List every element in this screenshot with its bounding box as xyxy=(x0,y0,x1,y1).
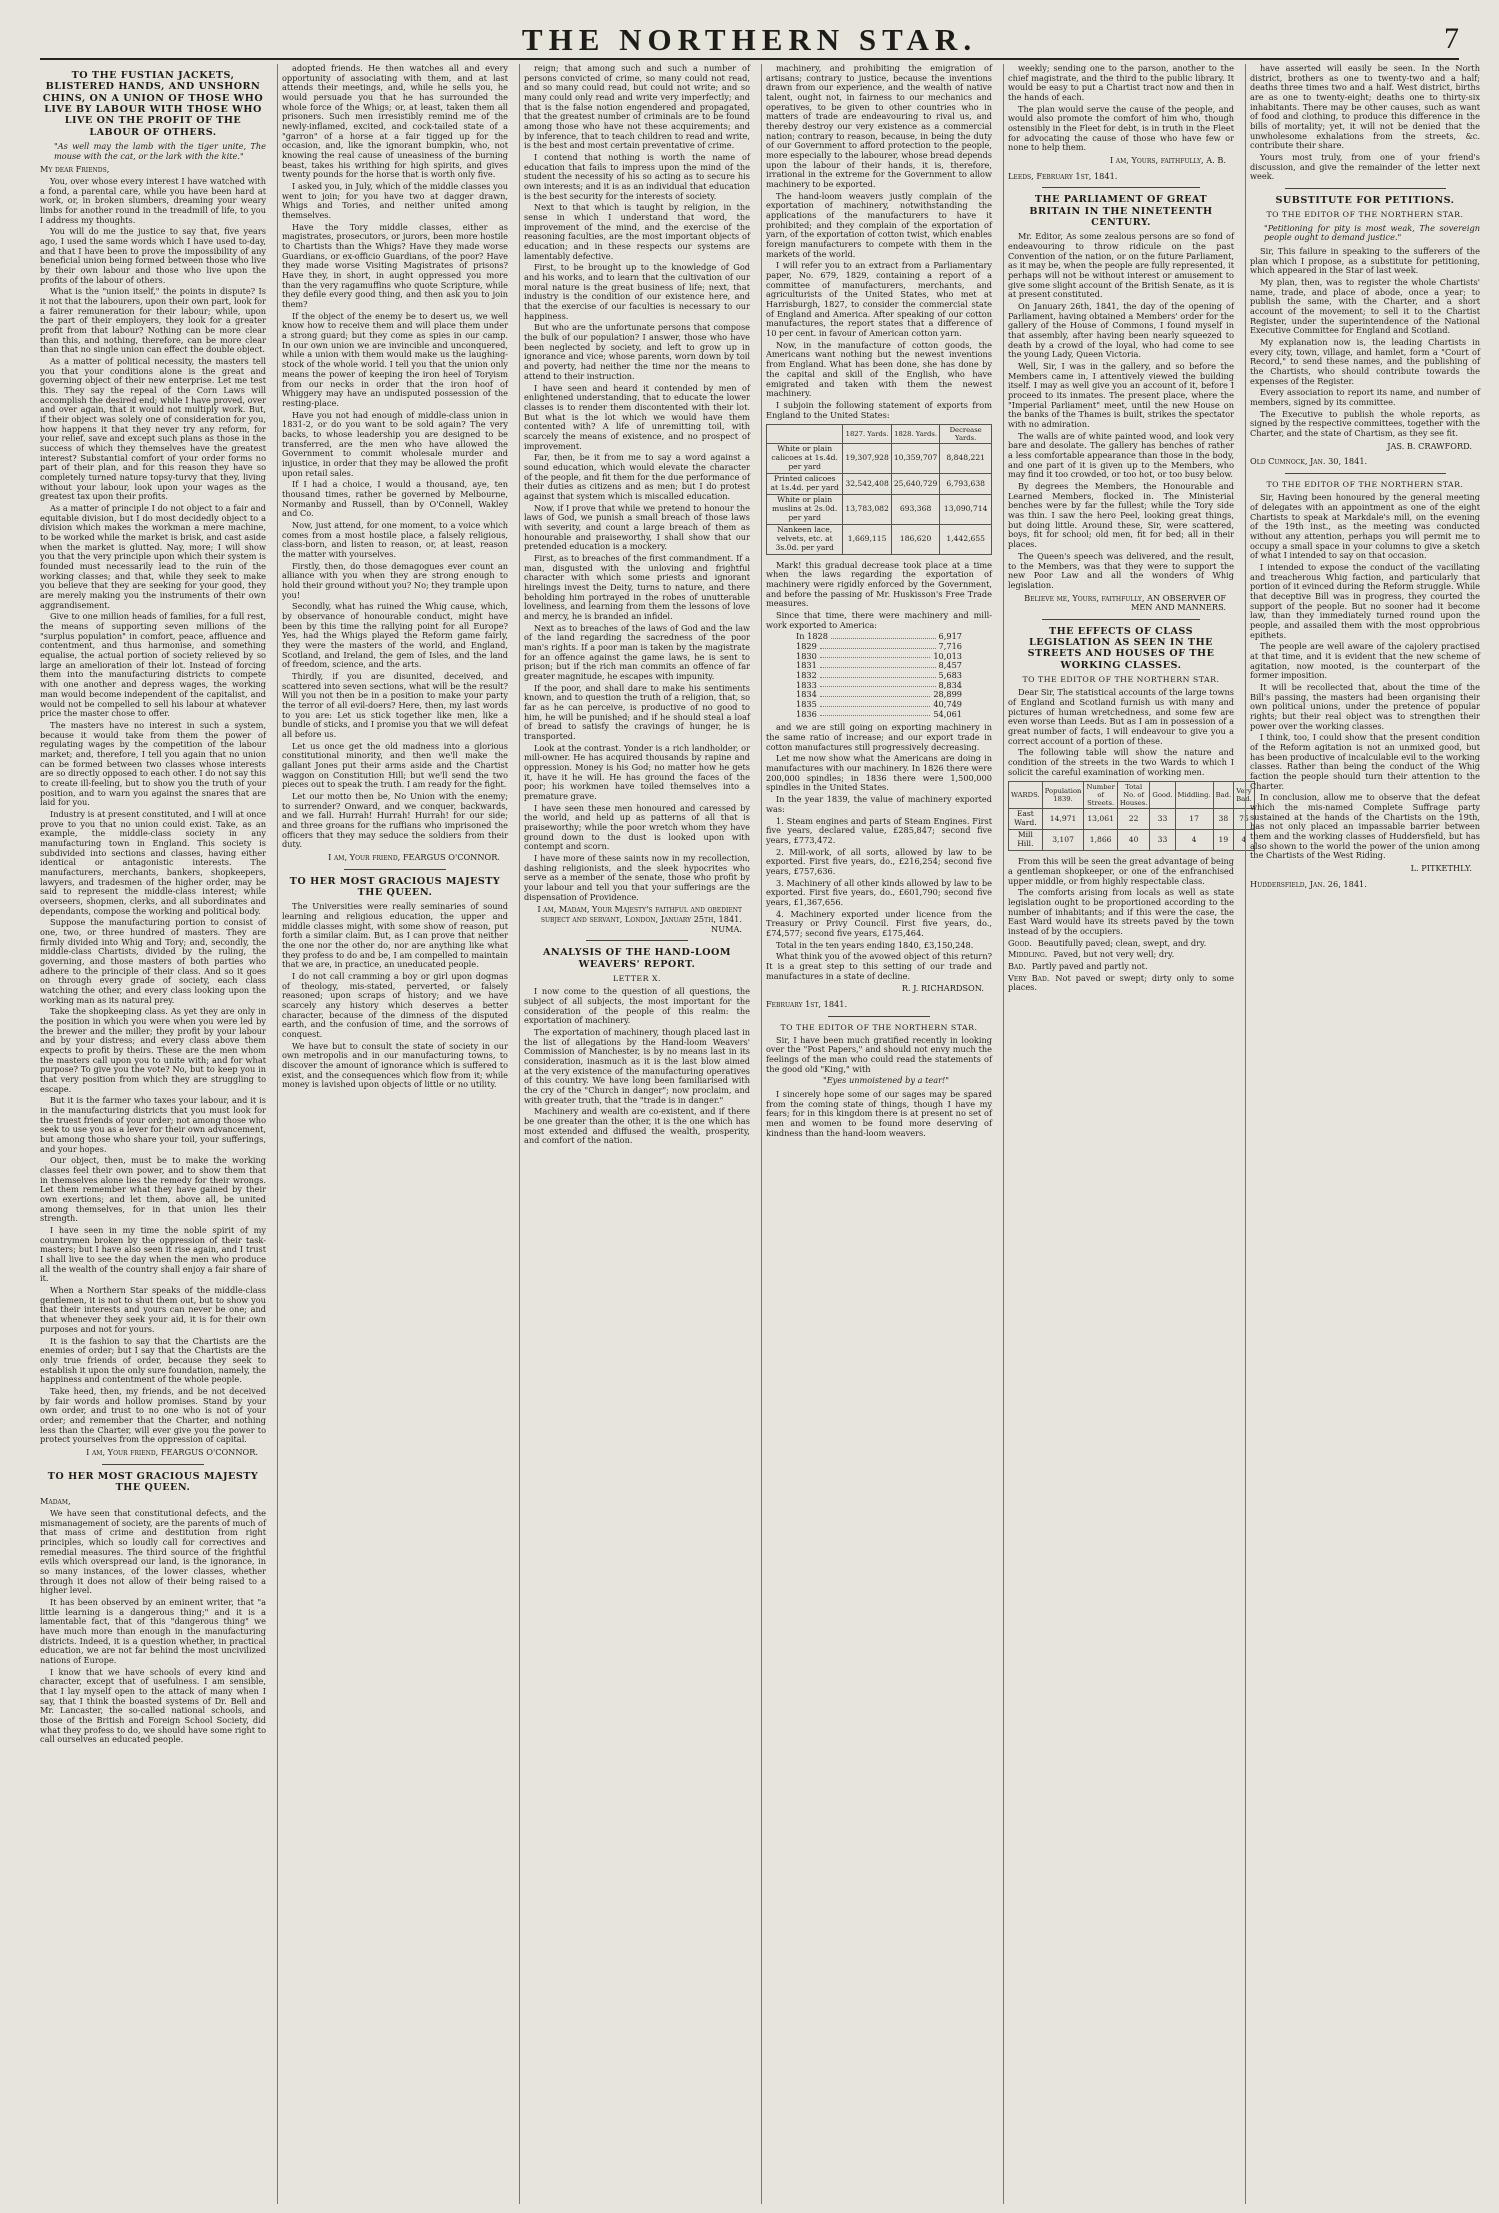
table-cell: 75 xyxy=(1234,809,1255,830)
list-item xyxy=(796,671,962,681)
term-label: Very Bad. xyxy=(1008,972,1050,983)
paragraph: My plan, then, was to register the whole Chartists' name, trade, and place of abode, once a year; to publish the same, with the Charter, and a short account of the movement; to sell it to the Chartist Register, under the superintendence of the National Executive Committee for England and Scotland. xyxy=(1250,276,1480,336)
paragraph: You, over whose every interest I have watched with a fond, a parental care, while you have been hard at work, or, in broken slumbers, dreaming your weary limbs for another round in the treadmill of life, to you I address my thoughts. xyxy=(40,175,266,225)
table-header-cell: Middling. xyxy=(1175,782,1213,809)
list-item xyxy=(796,710,962,720)
table-cell: 4 xyxy=(1175,830,1213,851)
paragraph: We have but to consult the state of society in our own metropolis and in our manufacturing towns, to discover the amount of ignorance which is suffered to exist, and the consequences which flow from it; while money is lavished upon objects of little or no utility. xyxy=(282,1040,508,1090)
paragraph: Now, just attend, for one moment, to a voice which comes from a most hostile place, a falsely religious, class-born, and listen to reason, or, at least, reason the matter with yourselves. xyxy=(282,519,508,559)
article-heading: TO THE FUSTIAN JACKETS, BLISTERED HANDS, AND UNSHORN CHINS, ON A UNION OF THOSE WHO LIVE BY LABOUR WITH THOSE WHO LIVE ON THE PROFIT OF THE LABOUR OF OTHERS. xyxy=(42,70,264,138)
paragraph: Thirdly, if you are disunited, deceived, and scattered into seven sections, what will be the result? Will you not then be in a position to make your party the terror of all evil-doers? Here, then, my last words to you are: Let us stick together like men, like a bundle of sticks, and I promise you that we will defeat all before us. xyxy=(282,670,508,740)
paragraph: Yours most truly, from one of your friend's discussion, and give the remainder of the letter next week. xyxy=(1250,152,1480,182)
dot-leader xyxy=(820,690,931,697)
paragraph: If the poor, and shall dare to make his sentiments known, and to question the truth of a religion, that, so far as he can perceive, is productive of no good to him, he will be punished; and if he should steal a loaf of bread to satisfy the cravings of hunger, he is transported. xyxy=(524,682,750,742)
year-value: 6,917 xyxy=(938,631,962,642)
paragraph: The hand-loom weavers justly complain of the exportation of machinery, notwithstanding the applications of the manufacturers to have it prohibited; and they complain of the exportation of yarn, of the exportation of cotton twist, which enables foreign manufacturers to compete with them in the markets of the world. xyxy=(766,190,992,259)
paragraph: It has been observed by an eminent writer, that "a little learning is a dangerous thing;" and it is a lamentable fact, that of this "dangerous thing" we have much more than enough in the manufacturing districts. Indeed, it is a question whether, in practical education, we are not far behind the most uncivilized nations of Europe. xyxy=(40,1596,266,1665)
yearly-exports-list xyxy=(796,632,962,719)
paragraph: I subjoin the following statement of exports from England to the United States: xyxy=(766,399,992,420)
paragraph: and we are still going on exporting machinery in the same ratio of increase; and our export trade in cotton manufactures still progressively decreasing. xyxy=(766,722,992,752)
paragraph: Take heed, then, my friends, and be not deceived by fair words and hollow promises. Stand by your own order, and trust to no one who is not of your order; and remember that the Charter, and nothing less than the Charter, will ever give you the power to protect yourselves from the oppression of capital. xyxy=(40,1385,266,1445)
paragraph: What is the "union itself," the points in dispute? Is it not that the labourers, upon their own part, look for a fairer remuneration for their labour; while, upon the part of their employers, they look for a greater profit from that labour? Nothing can be more clear than this, and nothing, therefore, can be more clear than that no single union can effect the double object. xyxy=(40,286,266,355)
list-item xyxy=(796,632,962,642)
table-cell: 6,793,638 xyxy=(940,474,992,495)
table-cell: Nankeen lace, velvets, etc. at 3s.0d. per yard xyxy=(767,524,843,554)
paragraph: Machinery and wealth are co-existent, and if there be one greater than the other, it is the one which has most extended and diffused the wealth, prosperity, and comfort of the nation. xyxy=(524,1106,750,1146)
paragraph: I intended to expose the conduct of the vacillating and treacherous Whig faction, and particularly that portion of it evinced during the Reform struggle. While that deceptive Bill was in progress, they courted the support of the people. But no sooner had it become law, than they immediately turned round upon the people, and assailed them with the most opprobrious epithets. xyxy=(1250,561,1480,640)
list-item xyxy=(1008,950,1234,960)
dateline: February 1st, 1841. xyxy=(766,998,848,1009)
list-item xyxy=(796,661,962,671)
term-label: Middling. xyxy=(1008,949,1048,960)
signature: I am, Your friend, FEARGUS O'CONNOR. xyxy=(328,852,500,863)
article-subheading: TO THE EDITOR OF THE NORTHERN STAR. xyxy=(1266,210,1464,220)
article-heading: THE PARLIAMENT OF GREAT BRITAIN IN THE NINETEENTH CENTURY. xyxy=(1029,194,1213,229)
signature: JAS. B. CRAWFORD. xyxy=(1387,440,1472,451)
street-terms-list xyxy=(1008,939,1234,993)
paragraph: Have you not had enough of middle-class union in 1831-2, or do you want to be sold again? The very backs, to whose leadership you are designed to be transferred, are the men who have allowed the Government to commit wholesale murder and injustice, in order that they may be allowed the profit upon retail sales. xyxy=(282,409,508,478)
dot-leader xyxy=(820,661,936,668)
column-4 xyxy=(766,64,992,2204)
year-value: 7,716 xyxy=(938,641,962,652)
table-cell: 3,107 xyxy=(1042,830,1084,851)
signature: R. J. RICHARDSON. xyxy=(901,983,984,994)
table-cell: 13,090,714 xyxy=(940,494,992,524)
year-label: 1834 xyxy=(796,689,817,700)
table-header-cell: Bad. xyxy=(1213,782,1234,809)
table-cell: 186,620 xyxy=(891,524,939,554)
salutation: My dear Friends, xyxy=(40,164,110,175)
year-value: 8,834 xyxy=(938,679,962,690)
paragraph: It will be recollected that, about the time of the Bill's passing, the masters had been organising their own political unions, under the pretence of popular rights; but their real object was to strengthen their power over the working classes. xyxy=(1250,681,1480,731)
list-item: 4. Machinery exported under licence from the Treasury or Privy Council. First five years, do., £74,577; second five years, £175,464. xyxy=(766,908,992,938)
divider xyxy=(1042,619,1200,620)
table-cell: 14,971 xyxy=(1042,809,1084,830)
table-cell: Mill Hill. xyxy=(1009,830,1043,851)
paragraph: The comforts arising from locals as well as state legislation ought to be proportioned according to the number of inhabitants; and if this were the case, the East Ward would have its streets paved by the town instead of by the occupiers. xyxy=(1008,887,1234,936)
year-value: 10,013 xyxy=(933,650,962,661)
epigraph: "As well may the lamb with the tiger unite, The mouse with the cat, or the lark with the kite." xyxy=(54,140,266,161)
table-cell: 33 xyxy=(1150,809,1175,830)
table-header-cell: Very Bad. xyxy=(1234,782,1255,809)
article-subheading: TO THE EDITOR OF THE NORTHERN STAR. xyxy=(1266,480,1464,490)
paragraph: I contend that nothing is worth the name of education that fails to impress upon the mind of the student the necessity of his so acting as to secure his own interests; and it is as an individual that education is the best security for the interests of society. xyxy=(524,152,750,201)
table-header-cell: Population 1839. xyxy=(1042,782,1084,809)
paragraph: Give to one million heads of families, for a full rest, the means of supporting seven millions of the "surplus population" in comfort, peace, affluence and contentment, and thus harmonise, and something equalise, the actual portion of society relieved by so large an amelioration of their lot. Instead of forcing them into the manufacturing districts to compete with one another and depress wages, the working man would become independent of the capitalist, and would not be compelled to sell his labour at whatever price the master chose to offer. xyxy=(40,611,266,719)
term-label: Good. xyxy=(1008,937,1032,948)
article-heading: TO HER MOST GRACIOUS MAJESTY THE QUEEN. xyxy=(289,875,501,899)
paragraph: Sir, Having been honoured by the general meeting of delegates with an appointment as one of the eight Chartists to speak at Markdale's mill, on the evening of the 19th inst., as the meeting was conducted without any attention, perhaps you will permit me to occupy a small space in your columns to give a sketch of what I intended to say on that occasion. xyxy=(1250,492,1480,561)
table-row xyxy=(767,474,992,495)
year-label: 1836 xyxy=(796,708,817,719)
paragraph: The masters have no interest in such a system, because it would take from them the power of regulating wages by the competition of the labour market; and, therefore, I tell you again that no union can be formed between two classes whose interests are so directly opposed to each other. I do not say this to create ill-feeling, but to show you the truth of your position, and to warn you against the snares that are laid for you. xyxy=(40,719,266,808)
paragraph: Secondly, what has ruined the Whig cause, which, by observance of honourable conduct, might have been by this time the rallying point for all Europe? Yes, had the Whigs played the Reform game fairly, they were the masters of the world, and England, Scotland, and Ireland, the gem of Isles, and the land of freedom, science, and the arts. xyxy=(282,601,508,670)
list-item xyxy=(1008,939,1234,949)
table-cell: 32,542,408 xyxy=(843,474,891,495)
term-meaning: Partly paved and partly not. xyxy=(1031,960,1148,971)
paragraph: Take the shopkeeping class. As yet they are only in the position in which you were when you were led by the brewer and the miller; they profit by your labour and by your distress; and every class above them expects to profit by theirs. These are the men whom the masters call upon you to unite with; and for what purpose? To give you the vote? No, but to keep you in that very position from which they are struggling to escape. xyxy=(40,1006,266,1094)
page-number: 7 xyxy=(1444,22,1459,55)
year-label: In 1828 xyxy=(796,631,828,642)
exports-table xyxy=(766,424,992,555)
table-row xyxy=(767,444,992,474)
paragraph: First, as to breaches of the first commandment. If a man, disgusted with the unloving and frightful character with which some priests and ignorant hirelings invest the Deity, turns to nature, and there beholding him portrayed in the robes of unutterable loveliness, and learning from them the lessons of love and mercy, he is branded an infidel. xyxy=(524,552,750,621)
paragraph: Let us once get the old madness into a glorious constitutional minority, and then we'll make the gallant Jones put their arms aside and the Chartist waggon on Constitution Hill; but we'll send the two pieces out to speak the truth. I am ready for the fight. xyxy=(282,740,508,790)
dateline: Leeds, February 1st, 1841. xyxy=(1008,170,1118,181)
paragraph: Industry is at present constituted, and I will at once prove to you that no union could exist. Take, as an example, the middle-class society in any manufacturing town in England. This society is subdivided into sections and classes, having either identical or antagonistic interests. The manufacturers, merchants, bankers, shopkeepers, lawyers, and tradesmen of the higher order, may be said to represent the middle-class interest; while overseers, shopmen, clerks, and all subordinates and dependants, compose the working and political body. xyxy=(40,808,266,916)
paragraph: I have more of these saints now in my recollection, dashing religionists, and the sleek hypocrites who serve as a member of the senate, those who profit by your labour and tell you that your sufferings are the dispensation of Providence. xyxy=(524,853,750,902)
year-label: 1829 xyxy=(796,641,817,652)
article-subheading: TO THE EDITOR OF THE NORTHERN STAR. xyxy=(1022,675,1220,685)
table-cell: 4 xyxy=(1234,830,1255,851)
article-heading: THE EFFECTS OF CLASS LEGISLATION AS SEEN IN THE STREETS AND HOUSES OF THE WORKING CLASSES. xyxy=(1027,625,1215,671)
paragraph: weekly; sending one to the parson, another to the chief magistrate, and the third to the public library. It would be easy to put a Chartist tract now and then in the hands of each. xyxy=(1008,63,1234,103)
table-cell: 19 xyxy=(1213,830,1234,851)
paragraph: In conclusion, allow me to observe that the defeat which the mis-named Complete Suffrage party sustained at the hands of the Chartists on the 19th, has not only placed an impassable barrier between them and the working classes of Huddersfield, but has also shown to the world the power of the union among the Chartists of the West Riding. xyxy=(1250,792,1480,861)
term-meaning: Not paved or swept; dirty only to some places. xyxy=(1008,972,1234,993)
table-cell: 693,368 xyxy=(891,494,939,524)
paragraph: I have seen in my time the noble spirit of my countrymen broken by the oppression of their task-masters; but I have also seen it rise again, and I trust I shall live to see the day when the men who produce all the wealth of the country shall enjoy a fair share of it. xyxy=(40,1225,266,1284)
paragraph: Our object, then, must be to make the working classes feel their own power, and to show them that in themselves alone lies the remedy for their wrongs. Let them remember what they have gained by their own exertions; and let them, above all, be united among themselves, for in that union lies their strength. xyxy=(40,1155,266,1224)
paragraph: As a matter of political necessity, the masters tell you that your conditions alone is the great and governing object of their new enterprise. Let me test this. They say the repeal of the Corn Laws will accomplish the desired end; while I have proved, over and over again, that it would not multiply work. But, if their object was solely one of consideration for you, how happens it that they never try any reform, for your relief, save and except such plans as those in the success of which they themselves have the greatest interest? Substantial comfort of your order forms no part of their plan, and for this reason they have so completely turned nature topsy-turvy that they, living without your labour, look upon your wages as the greatest tax upon their profits. xyxy=(40,355,266,502)
table-row xyxy=(767,494,992,524)
salutation: Madam, xyxy=(40,1496,71,1507)
table-cell: 8,848,221 xyxy=(940,444,992,474)
paragraph: If I had a choice, I would a thousand, aye, ten thousand times, rather be governed by Melbourne, Normanby and Russell, than by O'Connell, Wakley and Co. xyxy=(282,479,508,519)
paragraph: The people are well aware of the cajolery practised at that time, and it is evident that the new scheme of agitation, now mooted, is the counterpart of the former imposition. xyxy=(1250,641,1480,681)
paragraph: Next to that which is taught by religion, in the sense in which I understand that word, the improvement of the mind, and the exercise of the reasoning faculties, are the most important objects of education; and in these respects our systems are lamentably defective. xyxy=(524,202,750,261)
paragraph: The walls are of white painted wood, and look very bare and desolate. The gallery has benches of rather a less comfortable appearance than those in the body, and one part of it is given up to the Members, who may find it too crowded, or too hot, or too busy below. xyxy=(1008,430,1234,480)
year-label: 1835 xyxy=(796,699,817,710)
divider xyxy=(1042,187,1200,188)
column-1 xyxy=(40,64,266,2204)
columns xyxy=(40,64,1485,2204)
paragraph: I think, too, I could show that the present condition of the Reform agitation is not an unmixed good, but has been productive of incalculable evil to the working classes. Rather than being the conduct of the Whig faction the people should turn their attention to the Charter. xyxy=(1250,732,1480,791)
column-5 xyxy=(1008,63,1252,2204)
divider xyxy=(1285,473,1446,474)
paragraph: reign; that among such and such a number of persons convicted of crime, so many could not read, and so many could read, but could not write; and so many could only read and write very imperfectly; and that is the false notion engendered and propagated, that the greatest number of criminals are to be found among those who have not these acquirements; and by inference, that to teach children to read and write, is the best and most certain preventative of crime. xyxy=(524,63,750,151)
paragraph: Sir, I have been much gratified recently in looking over the "Post Papers," and should not envy much the feelings of the man who could read the statements of the good old "King," with xyxy=(766,1034,992,1074)
article-subheading: TO THE EDITOR OF THE NORTHERN STAR. xyxy=(780,1022,978,1032)
paragraph: Let our motto then be, No Union with the enemy; to surrender? Onward, and we conquer, backwards, and we fall. Hurrah! Hurrah! Hurrah! for our side; and three groans for the ruffians who imprisoned the officers that they may seduce the soldiers from their duty. xyxy=(282,791,508,850)
year-label: 1832 xyxy=(796,670,817,681)
term-label: Bad. xyxy=(1008,960,1026,971)
table-cell: 22 xyxy=(1117,809,1150,830)
paragraph: adopted friends. He then watches all and every opportunity of associating with them, and at last attends their meetings, and, while he sells you, he would persuade you that he has surrounded the whole force of the Whigs; or, at least, taken them all prisoners. Such men irresistibly remind me of the newly-inflamed, excited, and cock-tailed state of a "garron" of a horse at a fair tigged up for the occasion, and, like the ignorant bumpkin, who, not knowing the real cause of uneasiness of the burning beast, takes his writhing for high spirits, and gives twenty pounds for the horse that is worth only five. xyxy=(282,63,508,180)
table-body xyxy=(1009,809,1255,851)
dot-leader xyxy=(820,671,936,678)
table-header-cell: WARDS. xyxy=(1009,782,1043,809)
term-meaning: Beautifully paved; clean, swept, and dry. xyxy=(1037,937,1207,948)
table-body xyxy=(767,444,992,554)
dot-leader xyxy=(820,642,936,649)
table-row xyxy=(767,524,992,554)
table-header-row xyxy=(767,425,992,444)
table-cell: White or plain calicoes at 1s.4d. per yard xyxy=(767,444,843,474)
paragraph: Every association to report its name, and number of members, signed by its committee. xyxy=(1250,387,1480,407)
table-cell: 25,640,729 xyxy=(891,474,939,495)
signature: I am, Yours, faithfully, A. B. xyxy=(1109,155,1226,166)
table-cell: 40 xyxy=(1117,830,1150,851)
paragraph: Well, Sir, I was in the gallery, and so before the Members came in, I attentively viewed the building itself. I may as well give you an account of it, before I proceed to its inmates. The present place, where the "Imperial Parliament" meet, until the new House on the banks of the Thames is built, strikes the spectator with no admiration. xyxy=(1008,361,1234,430)
paragraph: I have seen these men honoured and caressed by the world, and held up as patterns of all that is praiseworthy; while the poor wretch whom they have ground down to the dust is looked upon with contempt and scorn. xyxy=(524,802,750,852)
table-cell: 10,359,707 xyxy=(891,444,939,474)
term-meaning: Paved, but not very well; dry. xyxy=(1053,949,1175,960)
signature: Believe me, Yours, faithfully, AN OBSERVER OF MEN AND MANNERS. xyxy=(1024,592,1226,613)
list-item: 3. Machinery of all other kinds allowed by law to be exported. First five years, do., £601,790; second five years, £1,367,656. xyxy=(766,877,992,907)
paragraph: I have seen and heard it contended by men of enlightened understanding, that to educate the lower classes is to render them discontented with their lot. But what is the lot which we would have them contented with? A life of unremitting toil, with scarcely the means of existence, and no prospect of improvement. xyxy=(524,382,750,451)
paragraph: have asserted will easily be seen. In the North district, brothers as one to twenty-two and a half; deaths three times two and a half. West district, births are as one to twenty-eight; deaths one to thirty-six inhabitants. There may be other causes, such as want of food and clothing, to produce this difference in the bills of mortality; yet, it will not be denied that the unwholesome exhalations from the streets, &c. contribute their share. xyxy=(1250,63,1480,151)
paragraph: I asked you, in July, which of the middle classes you went to join; for you have two at dagger drawn, Whigs and Tories, and neither united among themselves. xyxy=(282,181,508,221)
paragraph: It is the fashion to say that the Chartists are the enemies of order; but I say that the Chartists are the only true friends of order, because they seek to establish it upon the only sure foundation, namely, the happiness and contentment of the whole people. xyxy=(40,1335,266,1385)
dot-leader xyxy=(820,700,931,707)
signature: L. PITKETHLY. xyxy=(1410,863,1472,874)
table-cell: 13,783,082 xyxy=(843,494,891,524)
table-header-cell: Good. xyxy=(1150,782,1175,809)
paragraph: Sir, This failure in speaking to the sufferers of the plan which I propose, as a substitute for petitioning, which appeared in the Star of last week. xyxy=(1250,245,1480,276)
paragraph: The Queen's speech was delivered, and the result, to the Members, was that they were to support the new Poor Law and all the wonders of Whig legislation. xyxy=(1008,550,1234,590)
divider xyxy=(828,1016,930,1017)
paragraph: Dear Sir, The statistical accounts of the large towns of England and Scotland furnish us with many and pictures of human wretchedness, and some few are even worse than Leeds. But as I am in possession of a great number of facts, I will endeavour to give you a correct account of a portion of these. xyxy=(1008,687,1234,746)
table-cell: 17 xyxy=(1175,809,1213,830)
year-value: 8,457 xyxy=(938,660,962,671)
dateline: Huddersfield, Jan. 26, 1841. xyxy=(1250,878,1367,889)
table-cell: 1,442,655 xyxy=(940,524,992,554)
list-item: 1. Steam engines and parts of Steam Engines. First five years, declared value, £285,847; second five years, £773,472. xyxy=(766,815,992,845)
divider xyxy=(586,940,688,941)
paragraph: First, to be brought up to the knowledge of God and his works, and to learn that the cultivation of our moral nature is the great business of life; next, that industry is the condition of our existence here, and that the exercise of our faculties is necessary to our happiness. xyxy=(524,262,750,321)
paragraph: My explanation now is, the leading Chartists in every city, town, village, and hamlet, form a "Court of Record," to send these names, and the publishing of the Chartists, who should contribute towards the expenses of the Register. xyxy=(1250,336,1480,386)
dot-leader xyxy=(820,710,931,717)
paragraph: If the object of the enemy be to desert us, we well know how to receive them and will place them under a strong guard; but they come as spies in our camp. In our own union we are invincible and unconquered, while a union with them would make us the laughing-stock of the whole world. I tell you that the union only means the power of keeping the iron heel of Toryism from our necks in order that the iron hoof of Whiggery may have an undisputed possession of the resting-place. xyxy=(282,310,508,408)
divider xyxy=(102,1464,204,1465)
masthead xyxy=(40,20,1459,60)
divider xyxy=(344,869,446,870)
paragraph: But it is the farmer who taxes your labour, and it is in the manufacturing districts that you must look for the truest friends of your order; not among those who seek to use you as a lever for their own advancement, but among those who share your toil, your sufferings, and your hopes. xyxy=(40,1095,266,1154)
paragraph: Next as to breaches of the laws of God and the law of the land regarding the sacredness of the poor man's rights. If a poor man is taken by the magistrate for an offence against the game laws, he is sent to prison; but if the rich man commits an offence of far greater magnitude, he escapes with impunity. xyxy=(524,622,750,681)
year-value: 5,683 xyxy=(938,670,962,681)
list-item xyxy=(1008,962,1234,972)
table-header-cell: Decrease Yards. xyxy=(940,425,992,444)
table-cell: 1,866 xyxy=(1084,830,1117,851)
quotation: "Eyes unmoistened by a tear!" xyxy=(822,1075,950,1086)
paragraph: I do not call cramming a boy or girl upon dogmas of theology, mis-stated, perverted, or falsely reasoned; upon scraps of history; and we have scarcely any history which deserves a better character, because of the dimness of the disputed earth, and the confusion of time, and the sorrows of conquest. xyxy=(282,971,508,1040)
machinery-export-list xyxy=(766,817,992,939)
table-cell: Printed calicoes at 1s.4d. per yard xyxy=(767,474,843,495)
paragraph: The following table will show the nature and condition of the streets in the two Wards to which I solicit the careful examination of working men. xyxy=(1008,747,1234,777)
year-label: 1830 xyxy=(796,650,817,661)
newspaper-title: THE NORTHERN STAR. xyxy=(521,22,978,57)
paragraph: Mr. Editor, As some zealous persons are so fond of endeavouring to throw ridicule on the past Convention of the nation, or on the future Parliament, as it may be, when the people are fully represented, it perhaps will not be without interest or amusement to give some slight account of the British Senate, as it is at present constituted. xyxy=(1008,231,1234,300)
table-header-cell: 1828. Yards. xyxy=(891,425,939,444)
table-row xyxy=(1009,830,1255,851)
paragraph: When a Northern Star speaks of the middle-class gentlemen, it is not to shut them out, but to show you that their interests and yours can never be one; and that whenever they seek your aid, it is for their own purposes and not for yours. xyxy=(40,1285,266,1334)
paragraph: The Universities were really seminaries of sound learning and religious education, the upper and middle classes might, with some show of reason, put forth a similar claim. But, as I can prove that neither the one nor the other do, nor are anything like what they profess to do and be, I am compelled to maintain that we are, in practice, an uneducated people. xyxy=(282,901,508,970)
paragraph: I know that we have schools of every kind and character, except that of usefulness. I am sensible, that I lay myself open to the attack of many when I say, that I think the boasted systems of Dr. Bell and Mr. Lancaster, the so-called national schools, and those of the British and Foreign School Society, did what they profess to do, we should have some right to call ourselves an educated people. xyxy=(40,1666,266,1745)
article-heading: ANALYSIS OF THE HAND-LOOM WEAVERS' REPORT. xyxy=(542,947,732,970)
table-cell: White or plain muslins at 2s.0d. per yard xyxy=(767,494,843,524)
paragraph: machinery, and prohibiting the emigration of artisans; contrary to justice, because the inventions drawn from our experience, and the wealth of native talent, ought not, in fairness to our mechanics and operatives, to be given to other countries who in matters of trade are endeavouring to rival us, and thereby destroy our very existence as a commercial nation; contrary to reason, because, in being the duty of our Government to afford protection to the people, more especially to the labourer, whose bread depends upon the labour of their hands, it is, therefore, irrational in the extreme for the Government to allow machinery to be exported. xyxy=(766,63,992,190)
paragraph: I will refer you to an extract from a Parliamentary paper, No. 679, 1829, containing a report of a committee of manufacturers, merchants, and agriculturists of the United States, who met at Harrisburgh, 1827, to consider the commercial state of England and America. After speaking of our cotton manufactures, the report states that a difference of 10 per cent. in favour of American cotton yarn. xyxy=(766,260,992,339)
paragraph: I sincerely hope some of our sages may be spared from the coming state of things, though I have my fears; for in this kingdom there is at present no set of men and women to be found more deserving of kindness than the hand-loom weavers. xyxy=(766,1089,992,1138)
paragraph: Mark! this gradual decrease took place at a time when the laws regarding the exportation of machinery were rigidly enforced by the Government, and before the passing of Mr. Huskisson's Free Trade measures. xyxy=(766,559,992,609)
wards-table xyxy=(1008,781,1255,851)
table-cell: 13,061 xyxy=(1084,809,1117,830)
article-heading: TO HER MOST GRACIOUS MAJESTY THE QUEEN. xyxy=(47,1470,259,1493)
dot-leader xyxy=(820,652,931,659)
list-item xyxy=(796,652,962,662)
table-header-cell: Total No. of Houses. xyxy=(1117,782,1150,809)
paragraph: I now come to the question of all questions, the subject of all subjects, the most important for the consideration of the people of this realm: the exportation of machinery. xyxy=(524,986,750,1026)
year-label: 1833 xyxy=(796,679,817,690)
dateline: Old Cumnock, Jan. 30, 1841. xyxy=(1250,456,1368,467)
article-heading: SUBSTITUTE FOR PETITIONS. xyxy=(1275,195,1455,207)
table-cell: 1,669,115 xyxy=(843,524,891,554)
paragraph: Firstly, then, do those demagogues ever count an alliance with you when they are strong enough to hold their ground without you? No; they trample upon you! xyxy=(282,560,508,600)
paragraph: By degrees the Members, the Honourable and Learned Members, flocked in. The Ministerial benches were by far the fullest; while the Tory side was thin. I saw the hero Peel, looking great things, but doing little. Around these, Sir, were scattered, boys, fit for school; old men, fit for bed; all in their places. xyxy=(1008,481,1234,550)
paragraph: What think you of the avowed object of this return? It is a great step to this setting of our trade and manufactures in a state of decline. xyxy=(766,951,992,981)
column-2 xyxy=(282,64,508,2204)
table-header-row xyxy=(1009,782,1255,809)
paragraph: From this will be seen the great advantage of being a gentleman shopkeeper, or one of the enfranchised upper middle, or from highly respectable class. xyxy=(1008,856,1234,886)
year-value: 54,061 xyxy=(933,708,962,719)
column-3 xyxy=(524,64,750,2204)
table-cell: East Ward. xyxy=(1009,809,1043,830)
signature: I am, Your friend, FEARGUS O'CONNOR. xyxy=(86,1446,258,1457)
paragraph: You will do me the justice to say that, five years ago, I used the same words which I have used to-day, and that I have been to prove the impossibility of any beneficial union being formed between those who live by their own labour and those who live upon the profits of the labour of others. xyxy=(40,226,266,285)
table-header-cell: Number of Streets. xyxy=(1084,782,1117,809)
year-label: 1831 xyxy=(796,660,817,671)
paragraph: We have seen that constitutional defects, and the mismanagement of society, are the parents of much of that mass of crime and destitution from right principles, which so loudly call for correctives and remedial measures. The third source of the frightful evils which overspread our land, is the ignorance, in so many instances, of the lower classes, whether through it does not allow of their being raised to a higher level. xyxy=(40,1507,266,1596)
year-value: 40,749 xyxy=(933,699,962,710)
paragraph: Far, then, be it from me to say a word against a sound education, which would elevate the character of the people, and fit them for the due performance of their duties as citizens and as men; but I do protest against that system which is miscalled education. xyxy=(524,452,750,501)
paragraph: In the year 1839, the value of machinery exported was: xyxy=(766,794,992,814)
paragraph: The exportation of machinery, though placed last in the list of allegations by the Hand-loom Weavers' Commission of Manchester, is by no means last in its consideration, inasmuch as it is the last blow aimed at the very existence of the manufacturing operatives of this country. We have long been familiarised with the cry of the "Church in danger"; now proclaim, and with greater truth, that the "trade is in danger." xyxy=(524,1026,750,1105)
column-6 xyxy=(1250,64,1480,2204)
year-value: 28,899 xyxy=(933,689,962,700)
paragraph: The Executive to publish the whole reports, as signed by the respective committees, together with the Charter, and the state of Chartism, as they see fit. xyxy=(1250,408,1480,438)
paragraph: Since that time, there were machinery and mill-work exported to America: xyxy=(766,610,992,630)
paragraph: As a matter of principle I do not object to a fair and equitable division, but I do most decidedly object to a division which makes the workman a mere machine, to be worked while the market is brisk, and cast aside when the market is glutted. Nay, more; I will show you that the very principle upon which their system is founded must necessarily lead to the ruin of the working classes; and that, while they seek to make you believe that they are seeking for your good, they are merely making you the instruments of their own aggrandisement. xyxy=(40,503,266,610)
table-cell: 33 xyxy=(1150,830,1175,851)
table-header-cell: 1827. Yards. xyxy=(843,425,891,444)
paragraph: Look at the contrast. Yonder is a rich landholder, or mill-owner. He has acquired thousands by rapine and oppression. Money is his God; no matter how he gets it, have it he will. He has ground the faces of the poor; his workmen have toiled themselves into a premature grave. xyxy=(524,742,750,802)
paragraph: But who are the unfortunate persons that compose the bulk of our population? I answer, those who have been neglected by society, and left to grow up in ignorance and vice; whose parents, worn down by toil and poverty, had neither the time nor the means to attend to their instruction. xyxy=(524,322,750,381)
paragraph: Let me now show what the Americans are doing in manufactures with our machinery. In 1826 there were 200,000 spindles; in 1836 there were 1,500,000 spindles in the United States. xyxy=(766,753,992,793)
paragraph: Total in the ten years ending 1840, £3,150,248. xyxy=(776,939,974,950)
table-cell: 19,307,928 xyxy=(843,444,891,474)
paragraph: The plan would serve the cause of the people, and would also promote the comfort of him who, though ostensibly in the Fleet for debt, is in truth in the Fleet for advocating the cause of those who have few or none to help them. xyxy=(1008,103,1234,153)
list-item: 2. Mill-work, of all sorts, allowed by law to be exported. First five years, do., £216,254; second five years, £757,636. xyxy=(766,846,992,876)
paragraph: On January 26th, 1841, the day of the opening of Parliament, having obtained a Members' order for the gallery of the House of Commons, I found myself in that assembly, after having been nearly squeezed to death by a crowd of the loyal, who had come to see the young Lady, Queen Victoria. xyxy=(1008,301,1234,360)
epigraph: "Petitioning for pity is most weak, The sovereign people ought to demand justice." xyxy=(1264,222,1480,243)
table-header-cell xyxy=(767,425,843,444)
paragraph: Have the Tory middle classes, either as magistrates, prosecutors, or jurors, been more hostile to Chartists than the Whigs? Have they made worse Guardians, or ex-officio Guardians, of the poor? Have they made worse Visiting Magistrates of prisons? Have they, in short, in aught oppressed you more than the very ragamuffins who quote Scripture, while they defile every good thing, and then ask you to join them? xyxy=(282,221,508,310)
paragraph: Suppose the manufacturing portion to consist of one, two, or three hundred of masters. They are firmly divided into Whig and Tory; and, secondly, the middle-class Chartists, divided by the ruling, the governing, and those masters of both parties who adhere to the principle of their class. And so it goes on through every grade of society, each class watching the other, and every class looking upon the working man as its natural prey. xyxy=(40,917,266,1005)
table-cell: 38 xyxy=(1213,809,1234,830)
paragraph: Now, in the manufacture of cotton goods, the Americans want nothing but the newest inventions from England. What has been done, she has done by the capital and skill of the English, who have emigrated and taken with them the newest machinery. xyxy=(766,339,992,399)
paragraph: Now, if I prove that while we pretend to honour the laws of God, we punish a small breach of those laws with severity, and count a large breach of them as honourable and praiseworthy, I shall show that our pretended education is a mockery. xyxy=(524,502,750,552)
dot-leader xyxy=(820,681,936,688)
divider xyxy=(1285,188,1446,189)
dot-leader xyxy=(831,632,936,639)
list-item xyxy=(1008,974,1234,993)
table-row xyxy=(1009,809,1255,830)
signature: I am, Madam, Your Majesty's faithful and obedient subject and servant, London, January 25th, 1841. NUMA. xyxy=(537,904,742,934)
article-subheading: LETTER X. xyxy=(613,974,661,984)
